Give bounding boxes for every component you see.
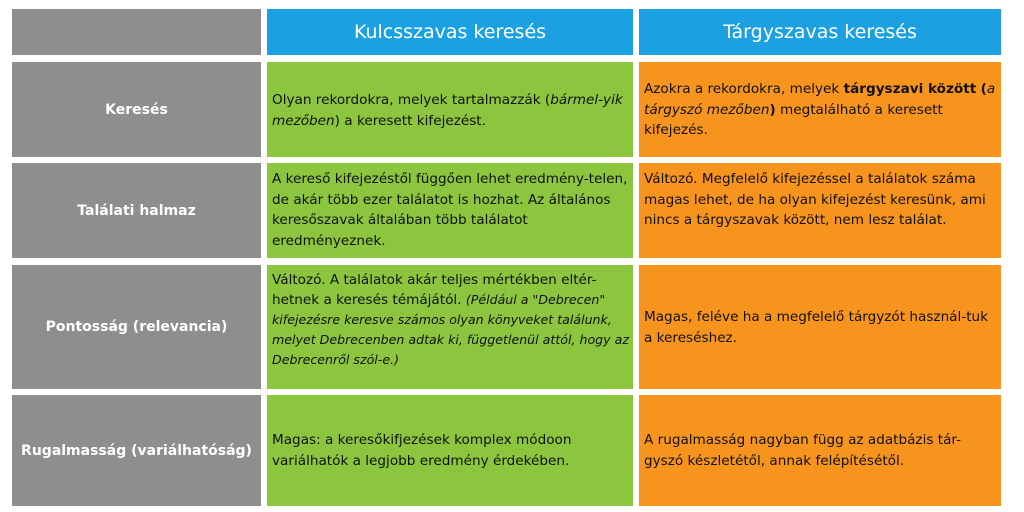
cell-kulcsszavas-talalati-halmaz — [267, 163, 633, 258]
cell-targyszavas-rugalmassag — [639, 395, 1001, 506]
cell-kulcsszavas-pontossag — [267, 265, 633, 389]
cell-kulcsszavas-kereses — [267, 62, 633, 157]
cell-text-paren-open: ( — [980, 81, 987, 97]
header-kulcsszavas — [267, 9, 633, 55]
row-label-text: Rugalmasság (variálhatóság) — [21, 442, 252, 459]
cell-text-post: ) a keresett kifejezést. — [334, 112, 486, 129]
cell-text: A rugalmasság nagyban függ az adatbázis tár-gyszó készletétől, annak felépítésétől. — [644, 432, 962, 469]
row-label-text: Keresés — [105, 101, 168, 118]
corner-cell — [12, 9, 261, 55]
cell-text: Változó. Megfelelő kifejezéssel a találatok száma magas lehet, de ha olyan kifejezést keresünk, ami nincs a tárgyszavak között, nem lesz találat. — [644, 171, 986, 228]
cell-kulcsszavas-rugalmassag — [267, 395, 633, 506]
cell-text-italic: bármel-yik mezőben — [272, 92, 623, 129]
cell-text-pre: Azokra a rekordokra, melyek — [644, 81, 844, 97]
header-targyszavas-label: Tárgyszavas keresés — [723, 21, 917, 43]
cell-note: (Például a "Debrecen" kifejezésre keresve számos olyan könyveket találunk, melyet Debrecenben adtak ki, függetlenül attól, hogy az Debrecenről szól-e.) — [272, 292, 629, 367]
row-label-pontossag — [12, 265, 261, 389]
header-targyszavas — [639, 9, 1001, 55]
cell-text: Magas, feléve ha a megfelelő tárgyzót használ-tuk a kereséshez. — [644, 309, 989, 346]
row-label-kereses — [12, 62, 261, 157]
cell-text-bold: tárgyszavi között — [843, 81, 977, 97]
cell-targyszavas-kereses — [639, 62, 1001, 157]
cell-targyszavas-pontossag — [639, 265, 1001, 389]
cell-text: Magas: a keresőkifjezések komplex módoon variálhatók a legjobb eredmény érdekében. — [272, 432, 572, 469]
cell-text-pre: Olyan rekordokra, melyek tartalmazzák ( — [272, 92, 551, 108]
cell-text: A kereső kifejezéstől függően lehet eredmény-telen, de akár több ezer találatot is hozhat. Az általános keresőszavak általában több találatot eredményeznek. — [272, 171, 628, 249]
cell-text-post: megtalálható a keresett kifejezés. — [644, 101, 943, 138]
cell-text-paren-close: ) — [769, 101, 776, 118]
cell-text-italic: a tárgyszó mezőben — [644, 81, 996, 118]
row-label-text: Találati halmaz — [77, 202, 196, 219]
row-label-text: Pontosság (relevancia) — [45, 319, 228, 335]
cell-targyszavas-talalati-halmaz — [639, 163, 1001, 258]
cell-text: Változó. A találatok akár teljes mértékben eltér-hetnek a keresés témájától. — [272, 272, 597, 308]
row-label-rugalmassag — [12, 395, 261, 506]
header-kulcsszavas-label: Kulcsszavas keresés — [353, 21, 547, 43]
row-label-talalati-halmaz — [12, 163, 261, 258]
